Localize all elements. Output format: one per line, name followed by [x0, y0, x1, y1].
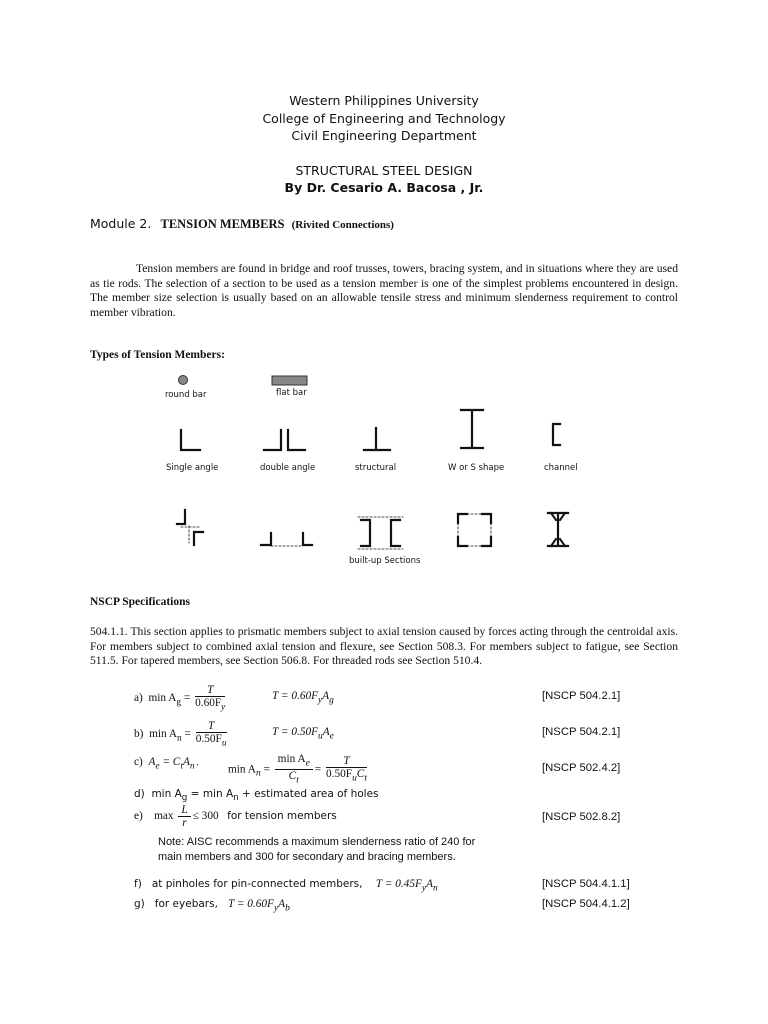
- built-up-label: built-up Sections: [349, 556, 421, 566]
- types-heading: Types of Tension Members:: [90, 349, 225, 361]
- nscp-paragraph: 504.1.1. This section applies to prismatic members subject to axial tension caused by forces acting through the centroidal axis. For members subject to combined axial tension and flexure, see Section 508.3. For members subject to fatigue, see Section 511.5. For tapered members, see Section 506.8. For threaded rods see Section 510.4.: [90, 625, 678, 667]
- formula-g-ref: [NSCP 504.4.1.2]: [542, 898, 630, 910]
- single-angle-label: Single angle: [166, 463, 219, 473]
- formula-c-ref: [NSCP 502.4.2]: [542, 762, 621, 774]
- formula-e: e) max $\frac{L}{r}$ ≤ 300 for tension members: [134, 804, 337, 829]
- module-number: Module 2.: [90, 216, 152, 231]
- round-bar-label: round bar: [165, 390, 207, 400]
- double-angle-shape: [264, 430, 305, 450]
- aisc-note: Note: AISC recommends a maximum slenderness ratio of 240 for main members and 300 for secondary and bracing members.: [158, 836, 476, 863]
- formula-b-ref: [NSCP 504.2.1]: [542, 726, 621, 738]
- module-name: TENSION MEMBERS: [160, 217, 285, 231]
- college-name: College of Engineering and Technology: [262, 111, 506, 126]
- formula-f-ref: [NSCP 504.4.1.1]: [542, 878, 630, 890]
- channel-shape: [553, 424, 560, 445]
- builtup-channels: [358, 517, 403, 549]
- university-name: Western Philippines University: [289, 93, 479, 108]
- flat-bar-label: flat bar: [276, 388, 307, 398]
- builtup-angles-laced: [261, 533, 312, 546]
- round-bar-shape: [179, 376, 188, 385]
- formula-b: b) $\min A_n$ = $\frac{T}{0.50F_u}$: [134, 720, 227, 749]
- formula-b-fraction: $\frac{T}{0.50F_u}$: [195, 720, 227, 749]
- formula-a-rhs: $T = 0.60F_yA_g$: [272, 690, 334, 706]
- department-name: Civil Engineering Department: [291, 128, 477, 143]
- formula-b-rhs: $T = 0.50F_uA_e$: [272, 726, 334, 742]
- double-angle-label: double angle: [260, 463, 316, 473]
- structural-label: structural: [355, 463, 397, 473]
- formula-a-ref: [NSCP 504.2.1]: [542, 690, 621, 702]
- formula-c-rhs: $\min A_n$ = $\frac{\min A_e}{C_t}$ = $\frac{T}{0.50F_uC_t}$: [228, 753, 367, 786]
- single-angle-shape: [181, 430, 200, 450]
- builtup-angles-cross: [177, 510, 203, 545]
- course-title: STRUCTURAL STEEL DESIGN: [295, 163, 473, 178]
- channel-label: channel: [544, 463, 578, 473]
- intro-paragraph: Tension members are found in bridge and roof trusses, towers, bracing system, and in situations where they are used as tie rods. The selection of a section to be used as a tension member is one of the simplest problems encountered in design. The member size selection is usually based on an allowable tensile stress and minimum slenderness requirement to control member vibration.: [90, 262, 678, 319]
- builtup-box-angles: [458, 514, 491, 546]
- module-subtitle: (Rivited Connections): [291, 219, 394, 231]
- builtup-four-angle-i: [548, 513, 568, 546]
- structural-tee-shape: [364, 428, 390, 450]
- formula-a: a) $\min A_g$ = $\frac{T}{0.60F_y}$: [134, 684, 226, 713]
- formula-f: f) at pinholes for pin-connected members, $T = 0.45F_yA_n$: [134, 878, 438, 894]
- author-line: By Dr. Cesario A. Bacosa , Jr.: [284, 180, 484, 195]
- w-or-s-label: W or S shape: [448, 463, 505, 473]
- flat-bar-shape: [272, 376, 307, 385]
- w-shape: [461, 410, 483, 448]
- formula-c: c) $A_e = C_tA_n$ ,: [134, 756, 199, 772]
- formula-d: d) $\min A_g = \min A_n$ + estimated area of holes: [134, 788, 379, 804]
- formula-g: g) for eyebars, $T = 0.60F_yA_b$: [134, 898, 290, 914]
- nscp-heading: NSCP Specifications: [90, 596, 190, 608]
- formula-e-ref: [NSCP 502.8.2]: [542, 811, 621, 823]
- formula-a-fraction: $\frac{T}{0.60F_y}$: [195, 684, 226, 713]
